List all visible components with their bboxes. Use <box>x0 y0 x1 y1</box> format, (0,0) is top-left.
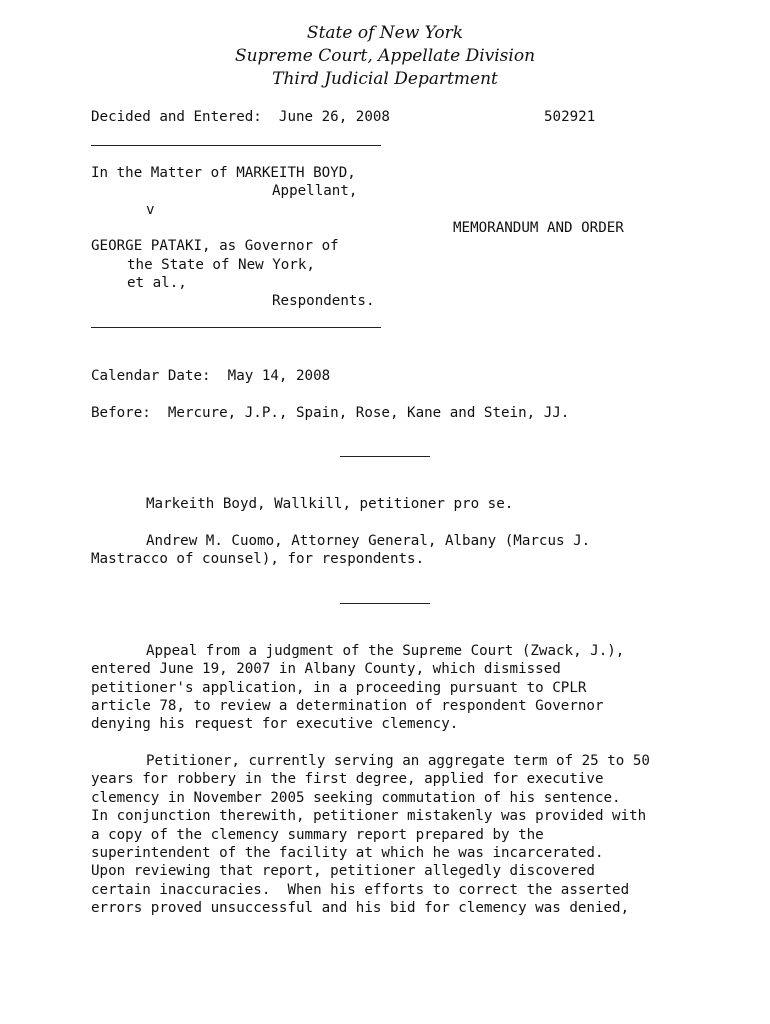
caption-versus: v <box>146 202 155 218</box>
bench-panel: Before: Mercure, J.P., Spain, Rose, Kane and Stein, JJ. <box>91 405 570 421</box>
caption-matter: In the Matter of MARKEITH BOYD, <box>91 165 356 181</box>
section-divider-1 <box>340 456 430 457</box>
calendar-date: Calendar Date: May 14, 2008 <box>91 368 331 384</box>
section-divider-2 <box>340 603 430 604</box>
para1-line: denying his request for executive clemency. <box>91 716 459 732</box>
para2-line: years for robbery in the first degree, applied for executive <box>91 771 604 787</box>
document-title: MEMORANDUM AND ORDER <box>453 220 624 236</box>
para1-line: entered June 19, 2007 in Albany County, which dismissed <box>91 661 561 677</box>
para1-line: Appeal from a judgment of the Supreme Court (Zwack, J.), <box>146 643 625 659</box>
para2-line: certain inaccuracies. When his efforts to correct the asserted <box>91 882 630 898</box>
header-state: State of New York <box>306 23 464 43</box>
docket-number: 502921 <box>544 109 596 125</box>
caption-respondent-1: GEORGE PATAKI, as Governor of <box>91 238 339 254</box>
caption-bottom-rule <box>91 327 381 328</box>
para2-line: a copy of the clemency summary report prepared by the <box>91 827 544 843</box>
caption-respondent-2: the State of New York, <box>127 257 315 273</box>
counsel-respondents-line2: Mastracco of counsel), for respondents. <box>91 551 425 567</box>
caption-appellant: Appellant, <box>272 183 358 199</box>
counsel-petitioner: Markeith Boyd, Wallkill, petitioner pro se. <box>146 496 514 512</box>
counsel-respondents-line1: Andrew M. Cuomo, Attorney General, Albany (Marcus J. <box>146 533 591 549</box>
para2-line: Petitioner, currently serving an aggregate term of 25 to 50 <box>146 753 650 769</box>
para1-line: petitioner's application, in a proceeding pursuant to CPLR <box>91 680 587 696</box>
para2-line: Upon reviewing that report, petitioner allegedly discovered <box>91 863 595 879</box>
header-department: Third Judicial Department <box>272 69 498 89</box>
para1-line: article 78, to review a determination of respondent Governor <box>91 698 604 714</box>
para2-line: In conjunction therewith, petitioner mistakenly was provided with <box>91 808 647 824</box>
caption-respondents: Respondents. <box>272 293 375 309</box>
caption-top-rule <box>91 145 381 146</box>
para2-line: clemency in November 2005 seeking commutation of his sentence. <box>91 790 621 806</box>
caption-respondent-3: et al., <box>127 275 187 291</box>
decided-date: Decided and Entered: June 26, 2008 <box>91 109 390 125</box>
header-court: Supreme Court, Appellate Division <box>234 46 536 66</box>
para2-line: errors proved unsuccessful and his bid for clemency was denied, <box>91 900 630 916</box>
court-header <box>0 22 770 91</box>
para2-line: superintendent of the facility at which he was incarcerated. <box>91 845 604 861</box>
